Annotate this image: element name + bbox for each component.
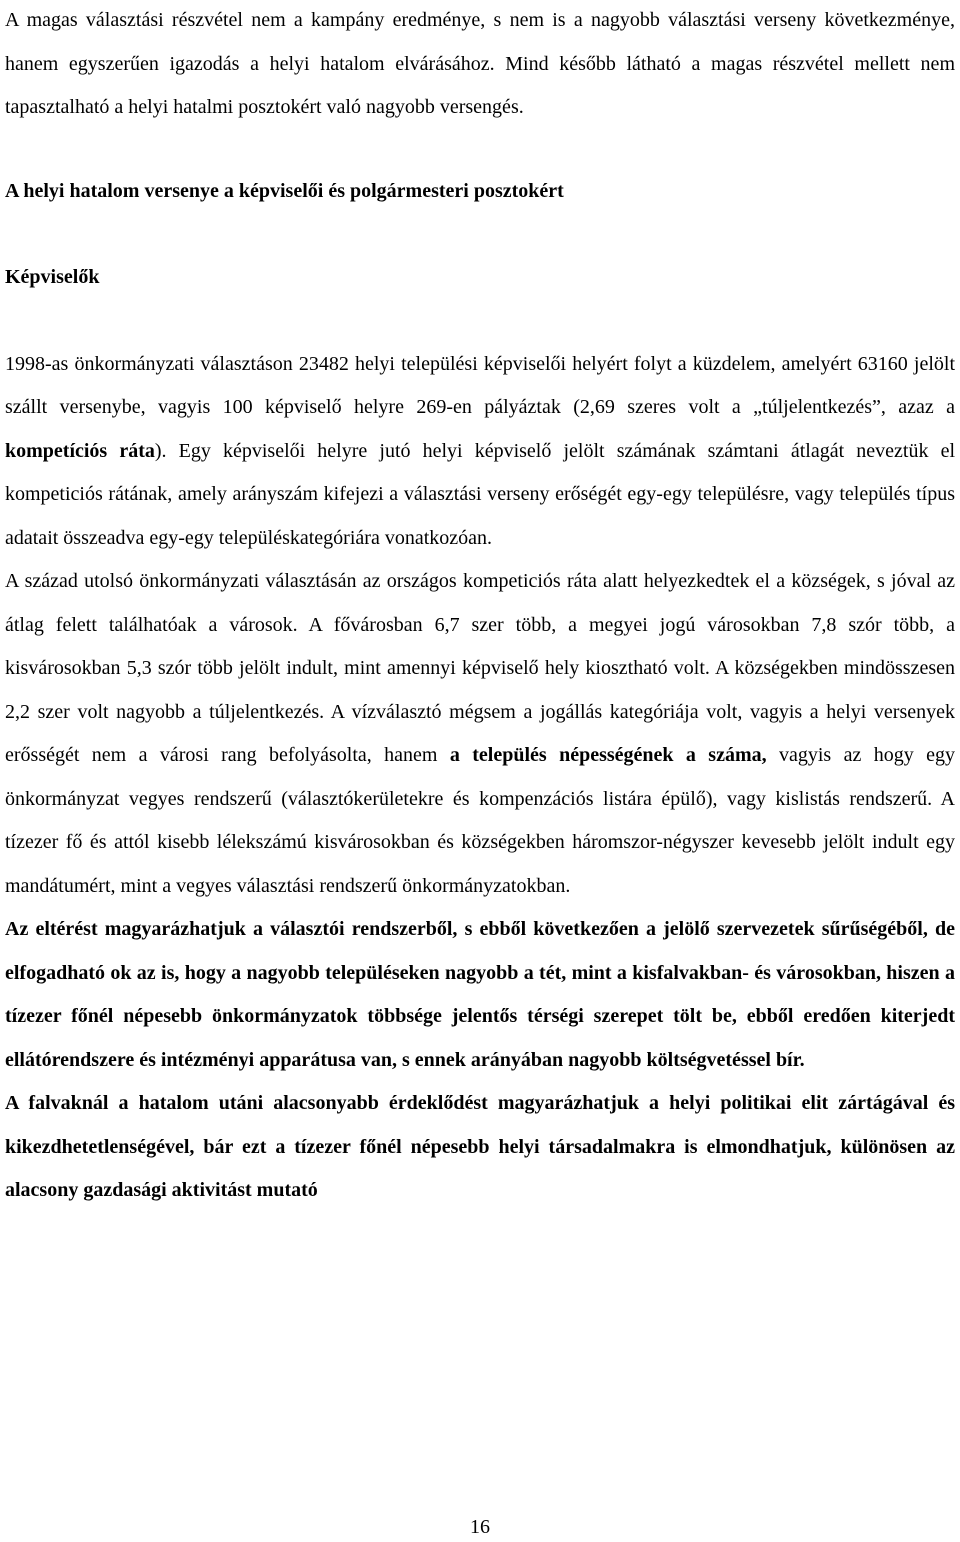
paragraph-national-competition-rate — [5, 560, 955, 908]
paragraph-text: A század utolsó önkormányzati választásán az országos kompeticiós ráta alatt helyezkedtek el a községek, s jóval az átlag felett találhatóak a városok. A fővárosban 6,7 szer több, a megyei jogú városokban 7,8 szór több, a kisvárosokban 5,3 szór több jelölt indult, mint amennyi képviselő hely kiosztható volt. A községekben mindösszesen 2,2 szer volt nagyobb a túljelentkezés. A vízválasztó mégsem a jogállás kategóriája volt, vagyis a helyi versenyek erősségét nem a városi rang befolyásolta, hanem — [5, 570, 955, 766]
page-number: 16 — [470, 1516, 490, 1538]
paragraph-text: 1998-as önkormányzati választáson 23482 helyi települési képviselői helyért folyt a küzdelem, amelyért 63160 jelölt szállt versenybe, vagyis 100 képviselő helyre 269-en pályáztak (2,69 szeres volt a „túljelentkezés”, azaz a — [5, 352, 955, 418]
section-heading: A helyi hatalom versenye a képviselői és polgármesteri posztokért — [5, 179, 564, 202]
page-content — [5, 0, 955, 1213]
paragraph-villages-bold: A falvaknál a hatalom utáni alacsonyabb érdeklődést magyarázhatjuk a helyi politikai elit zártágával és kikezdhetetlenségével, bár ezt a tízezer főnél népesebb helyi társadalmakra is elmondhatjuk, különösen az alacsony gazdasági aktivitást mutató — [5, 1092, 955, 1201]
bold-term-population: a település népességének a száma, — [449, 744, 767, 766]
bold-term-competition-rate: kompetíciós ráta — [5, 439, 155, 462]
paragraph-text: vagyis az hogy egy önkormányzat vegyes rendszerű (választókerületekre és kompenzációs listára épülő), vagy kislistás rendszerű. A tízezer fő és attól kisebb lélekszámú kisvárosokban és községekben háromszor-négyszer kevesebb jelölt indult egy mandátumért, mint a vegyes választási rendszerű önkormányzatokban. — [5, 744, 955, 897]
paragraph-1998-election — [5, 343, 955, 561]
paragraph-voter-turnout: A magas választási részvétel nem a kampány eredménye, s nem is a nagyobb választási verseny következménye, hanem egyszerűen igazodás a helyi hatalom elvárásához. Mind később látható a magas részvétel mellett nem tapasztalható a helyi hatalmi posztokért való nagyobb versengés. — [5, 9, 955, 118]
paragraph-explanation-bold: Az eltérést magyarázhatjuk a választói rendszerből, s ebből következően a jelölő szervezetek sűrűségéből, de elfogadható ok az is, hogy a nagyobb településeken nagyobb a tét, mint a kisfalvakban- és városokban, hiszen a tízezer főnél népesebb önkormányzatok többsége jelentős térségi szerepet tölt be, ebből eredően kiterjedt ellátórendszere és intézményi apparátusa van, s ennek arányában nagyobb költségvetéssel bír. — [5, 918, 955, 1071]
subsection-heading-kepviselok: Képviselők — [5, 266, 100, 288]
paragraph-text: ). Egy képviselői helyre jutó helyi képviselő jelölt számának számtani átlagát neveztük el kompeticiós rátának, amely arányszám kifejezi a választási verseny erőségét egy-egy településre, vagy település típus adatait összeadva egy-egy településkategóriára vonatkozóan. — [5, 439, 955, 549]
